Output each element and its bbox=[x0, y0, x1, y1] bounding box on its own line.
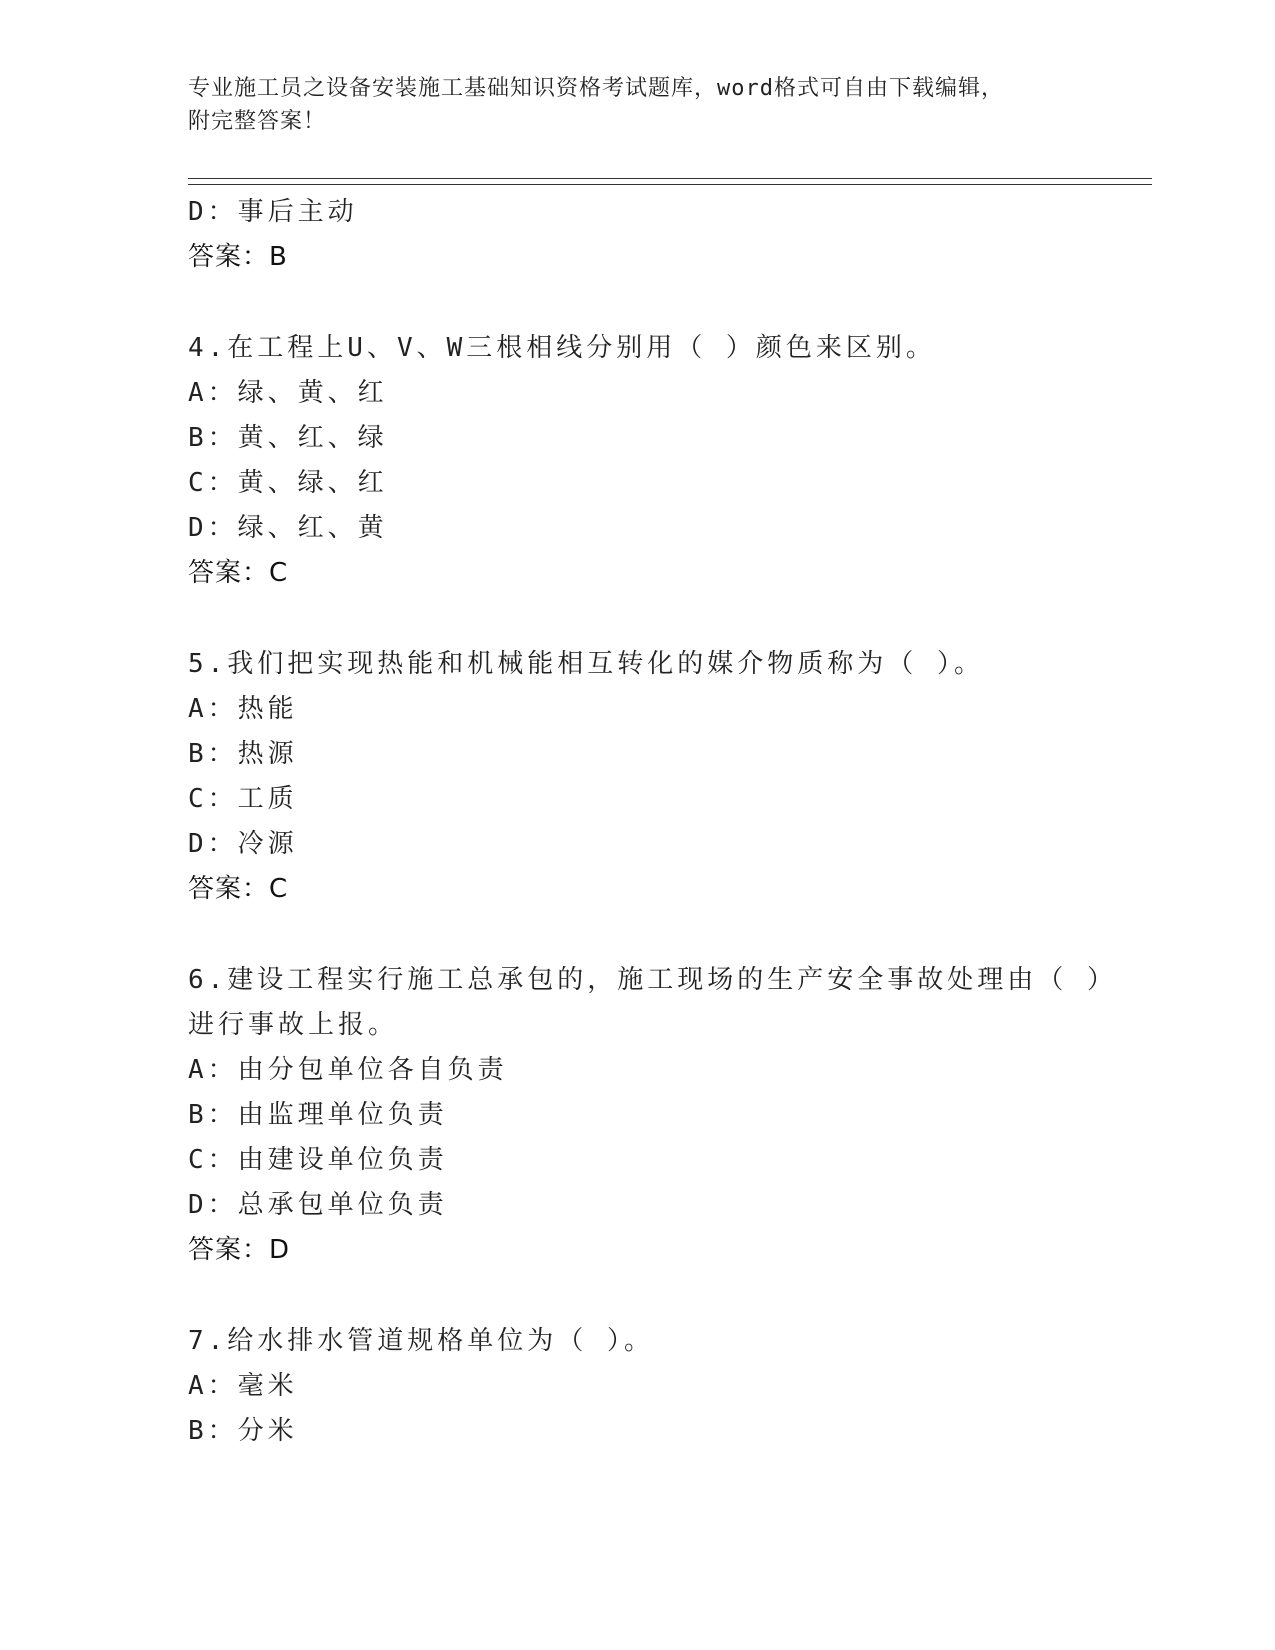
option-c: C：工质 bbox=[188, 784, 298, 814]
question-block bbox=[188, 958, 1152, 1273]
question-title: 5.我们把实现热能和机械能相互转化的媒介物质称为（ ）。 bbox=[188, 649, 984, 679]
option-b: B：热源 bbox=[188, 739, 298, 769]
spacer bbox=[188, 912, 1152, 958]
question-block bbox=[188, 642, 1152, 912]
option-b: B：黄、红、绿 bbox=[188, 423, 388, 453]
option-a: A：毫米 bbox=[188, 1371, 298, 1401]
question-list bbox=[188, 190, 1152, 1454]
answer-line: 答案：C bbox=[188, 874, 289, 904]
question-block bbox=[188, 1319, 1152, 1454]
option-a: A：热能 bbox=[188, 694, 298, 724]
header-line-1: 专业施工员之设备安装施工基础知识资格考试题库，word格式可自由下载编辑， bbox=[188, 76, 1004, 101]
question-title-line-1: 6.建设工程实行施工总承包的，施工现场的生产安全事故处理由（ ） bbox=[188, 965, 1117, 995]
spacer bbox=[188, 596, 1152, 642]
option-b: B：分米 bbox=[188, 1416, 298, 1446]
answer-line: 答案：C bbox=[188, 558, 289, 588]
answer-line: 答案：B bbox=[188, 242, 288, 272]
question-title-line-2: 进行事故上报。 bbox=[188, 1010, 399, 1040]
document-header bbox=[188, 72, 1088, 138]
option-d: D：绿、红、黄 bbox=[188, 513, 388, 543]
option-a: A：绿、黄、红 bbox=[188, 378, 388, 408]
spacer bbox=[188, 280, 1152, 326]
option-c: C：由建设单位负责 bbox=[188, 1145, 448, 1175]
option-c: C：黄、绿、红 bbox=[188, 468, 388, 498]
spacer bbox=[188, 1273, 1152, 1319]
option-d: D：总承包单位负责 bbox=[188, 1190, 448, 1220]
option-a: A：由分包单位各自负责 bbox=[188, 1055, 508, 1085]
question-block bbox=[188, 326, 1152, 596]
option-b: B：由监理单位负责 bbox=[188, 1100, 448, 1130]
question-title: 7.给水排水管道规格单位为（ ）。 bbox=[188, 1326, 654, 1356]
header-divider bbox=[188, 178, 1152, 185]
header-line-2: 附完整答案！ bbox=[188, 109, 327, 134]
option-d: D：事后主动 bbox=[188, 197, 358, 227]
option-d: D：冷源 bbox=[188, 829, 298, 859]
answer-line: 答案：D bbox=[188, 1235, 291, 1265]
question-title: 4.在工程上U、V、W三根相线分别用（ ）颜色来区别。 bbox=[188, 333, 936, 363]
